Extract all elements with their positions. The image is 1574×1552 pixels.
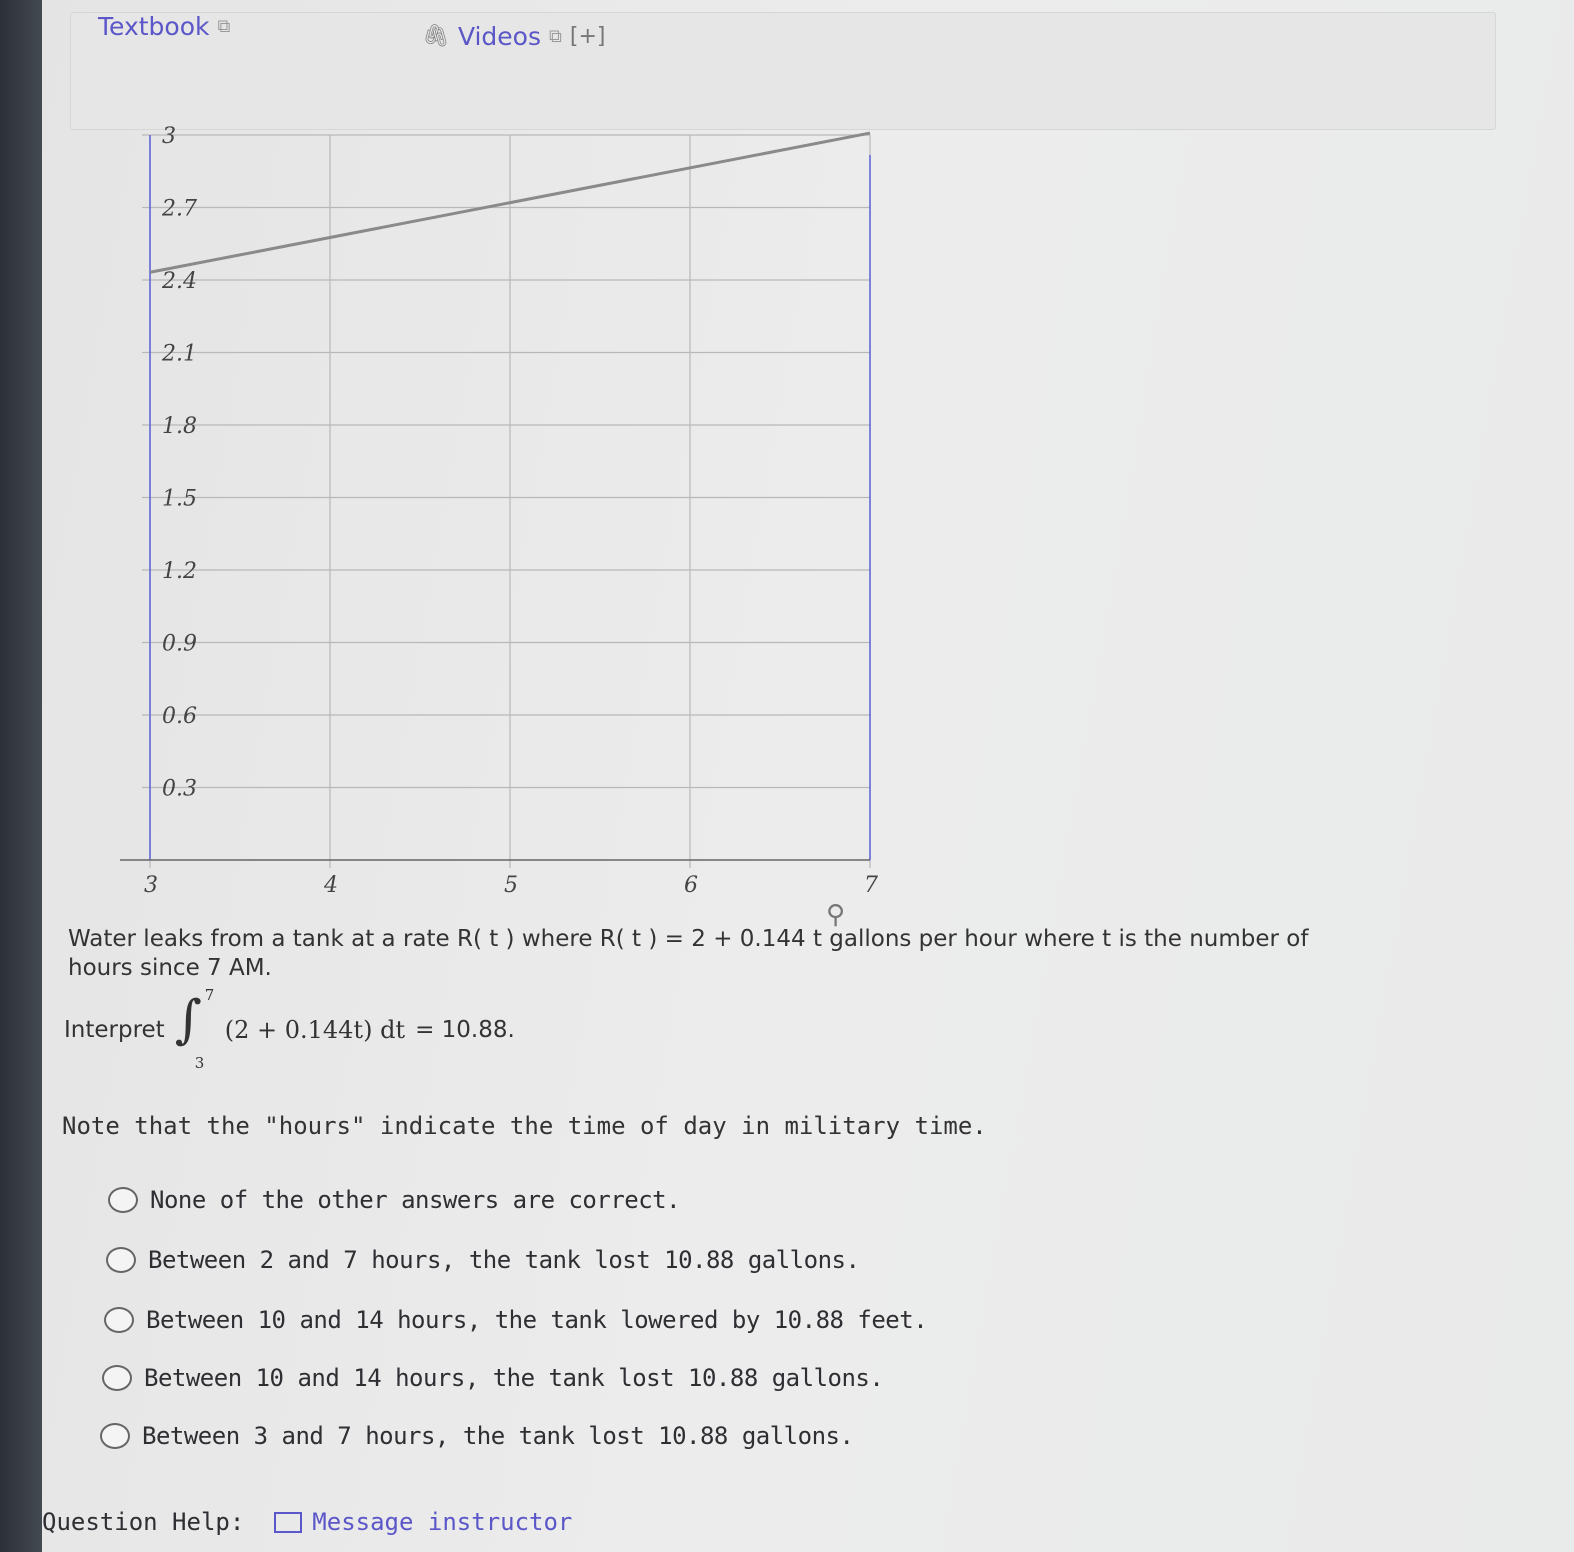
option-3[interactable] bbox=[102, 1364, 883, 1392]
option-label: Between 3 and 7 hours, the tank lost 10.88 gallons. bbox=[142, 1422, 854, 1450]
videos-label: Videos bbox=[457, 22, 542, 51]
y-tick-label: 3 bbox=[162, 124, 176, 149]
message-instructor-link[interactable] bbox=[274, 1508, 572, 1536]
y-tick-label: 0.3 bbox=[162, 776, 197, 802]
option-label: Between 10 and 14 hours, the tank lowered by 10.88 feet. bbox=[146, 1306, 928, 1334]
resources-bar bbox=[70, 12, 1496, 130]
x-tick-label: 7 bbox=[864, 873, 878, 898]
y-tick-label: 0.6 bbox=[162, 704, 197, 729]
radio-button[interactable] bbox=[102, 1365, 132, 1391]
left-edge bbox=[0, 0, 42, 1552]
lower-limit: 3 bbox=[194, 1054, 205, 1072]
option-0[interactable] bbox=[108, 1186, 680, 1214]
videos-link[interactable] bbox=[422, 22, 605, 51]
y-tick-label: 2.7 bbox=[162, 196, 197, 222]
radio-button[interactable] bbox=[108, 1187, 138, 1213]
option-label: None of the other answers are correct. bbox=[150, 1186, 681, 1214]
expand-button[interactable]: [+] bbox=[569, 24, 606, 49]
y-tick-label: 2.1 bbox=[162, 341, 197, 367]
interpret-label: Interpret bbox=[64, 1017, 165, 1043]
option-2[interactable] bbox=[104, 1306, 927, 1334]
help-label: Question Help: bbox=[42, 1508, 245, 1536]
x-tick-label: 6 bbox=[684, 873, 698, 898]
question-text: Water leaks from a tank at a rate R( t ) where R( t ) = 2 + 0.144 t gallons per hour where t is the number of bbox=[68, 926, 1309, 952]
integral-sign: ∫ 7 3 bbox=[174, 986, 215, 1072]
y-tick-label: 1.5 bbox=[162, 486, 197, 512]
integral-expression bbox=[64, 986, 515, 1072]
option-1[interactable] bbox=[106, 1246, 859, 1274]
radio-button[interactable] bbox=[106, 1247, 136, 1273]
upper-limit: 7 bbox=[204, 986, 215, 1004]
y-tick-label: 2.4 bbox=[162, 269, 197, 294]
external-link-icon: ⧉ bbox=[217, 16, 231, 37]
textbook-label: Textbook bbox=[98, 12, 210, 41]
option-label: Between 10 and 14 hours, the tank lost 10.88 gallons. bbox=[144, 1364, 884, 1392]
rate-chart bbox=[100, 115, 900, 915]
radio-button[interactable] bbox=[104, 1307, 134, 1333]
radio-button[interactable] bbox=[100, 1423, 130, 1449]
magnifier-icon[interactable]: ⚲ bbox=[826, 900, 846, 930]
x-tick-label: 5 bbox=[504, 873, 518, 898]
x-tick-label: 4 bbox=[324, 873, 338, 898]
y-tick-label: 1.2 bbox=[162, 559, 197, 584]
y-tick-label: 1.8 bbox=[162, 414, 197, 439]
option-label: Between 2 and 7 hours, the tank lost 10.88 gallons. bbox=[148, 1246, 860, 1274]
envelope-icon bbox=[274, 1512, 302, 1533]
paperclip-icon: 🖇 bbox=[422, 24, 450, 49]
integrand: (2 + 0.144t) dt bbox=[224, 1016, 406, 1044]
message-label: Message instructor bbox=[312, 1508, 573, 1536]
option-4[interactable] bbox=[100, 1422, 853, 1450]
question-help bbox=[42, 1508, 572, 1536]
external-link-icon: ⧉ bbox=[549, 26, 562, 47]
question-text-cont: hours since 7 AM. bbox=[68, 955, 272, 981]
y-tick-label: 0.9 bbox=[162, 631, 197, 657]
x-tick-label: 3 bbox=[144, 873, 158, 898]
textbook-link[interactable] bbox=[98, 12, 230, 41]
note-text: Note that the "hours" indicate the time of day in military time. bbox=[62, 1112, 987, 1140]
integral-result: = 10.88. bbox=[415, 1017, 515, 1043]
